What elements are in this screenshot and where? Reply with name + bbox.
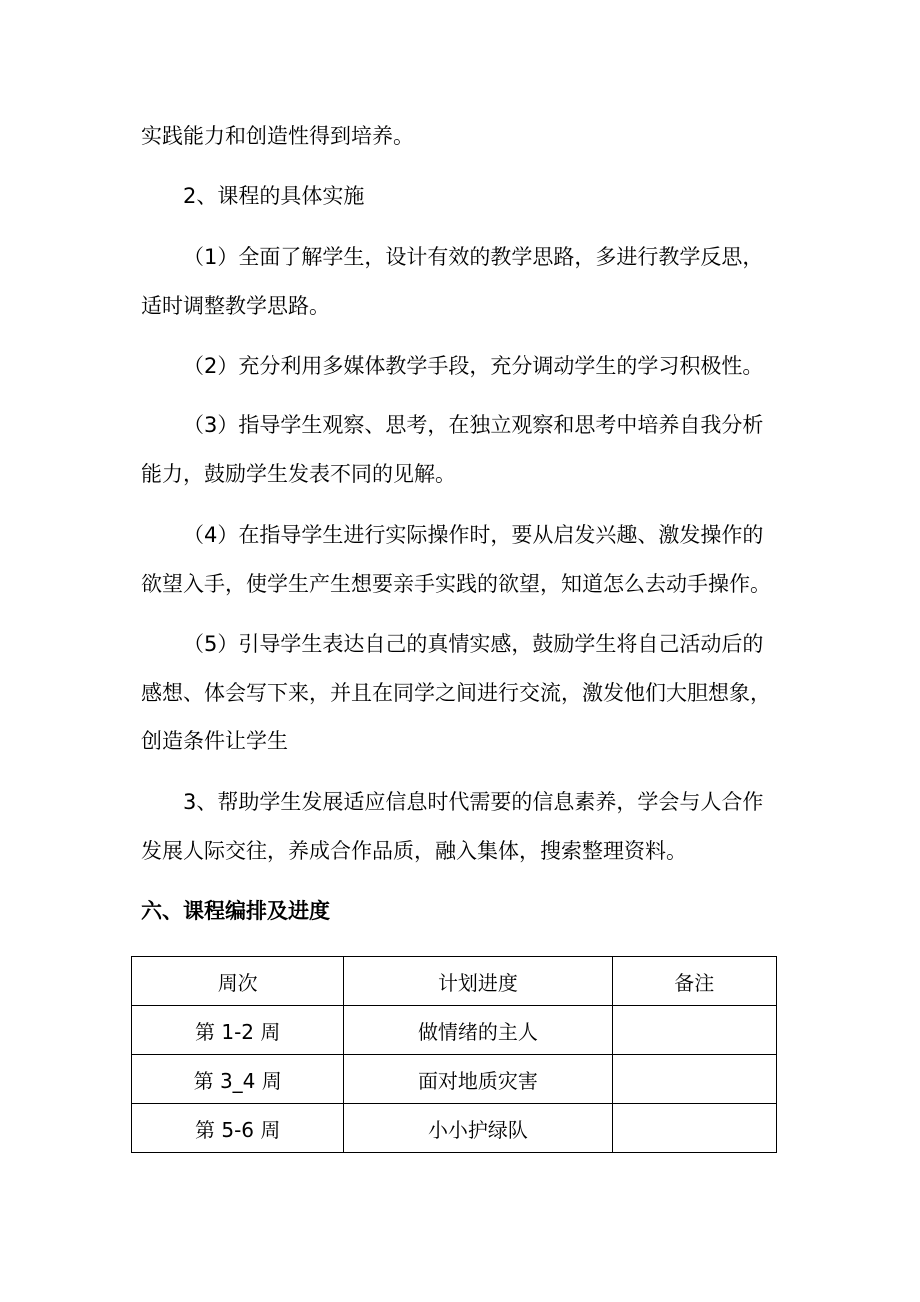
cell-notes xyxy=(612,1006,777,1055)
cell-plan: 面对地质灾害 xyxy=(344,1055,612,1104)
paragraph-line: （4）在指导学生进行实际操作时，要从启发兴趣、激发操作的 xyxy=(183,523,764,547)
paragraph-line: 实践能力和创造性得到培养。 xyxy=(141,124,414,148)
header-plan: 计划进度 xyxy=(344,957,612,1006)
cell-notes xyxy=(612,1055,777,1104)
paragraph-line: 适时调整教学思路。 xyxy=(141,294,330,318)
paragraph-line: （2）充分利用多媒体教学手段，充分调动学生的学习积极性。 xyxy=(183,354,764,378)
paragraph-line: 能力，鼓励学生发表不同的见解。 xyxy=(141,462,456,486)
paragraph-line: （5）引导学生表达自己的真情实感，鼓励学生将自己活动后的 xyxy=(183,632,764,656)
header-week: 周次 xyxy=(132,957,344,1006)
header-notes: 备注 xyxy=(612,957,777,1006)
cell-plan: 小小护绿队 xyxy=(344,1104,612,1153)
schedule-table xyxy=(131,956,777,1153)
cell-notes xyxy=(612,1104,777,1153)
paragraph-line: 欲望入手，使学生产生想要亲手实践的欲望，知道怎么去动手操作。 xyxy=(141,572,771,596)
table-header-row xyxy=(132,957,777,1006)
cell-week: 第 5-6 周 xyxy=(132,1104,344,1153)
table-row xyxy=(132,1055,777,1104)
paragraph-line: （3）指导学生观察、思考，在独立观察和思考中培养自我分析 xyxy=(183,413,764,437)
paragraph-line: 发展人际交往，养成合作品质，融入集体，搜索整理资料。 xyxy=(141,839,687,863)
paragraph-line: 创造条件让学生 xyxy=(141,729,288,753)
paragraph-line: 3、帮助学生发展适应信息时代需要的信息素养，学会与人合作 xyxy=(183,790,764,814)
paragraph-line: （1）全面了解学生，设计有效的教学思路，多进行教学反思， xyxy=(183,245,764,269)
table-row xyxy=(132,1006,777,1055)
cell-week: 第 3_4 周 xyxy=(132,1055,344,1104)
table-row xyxy=(132,1104,777,1153)
subheading-implementation: 2、课程的具体实施 xyxy=(183,184,365,208)
cell-week: 第 1-2 周 xyxy=(132,1006,344,1055)
paragraph-line: 感想、体会写下来，并且在同学之间进行交流，激发他们大胆想象， xyxy=(141,681,771,705)
section-heading: 六、课程编排及进度 xyxy=(141,899,330,923)
cell-plan: 做情绪的主人 xyxy=(344,1006,612,1055)
